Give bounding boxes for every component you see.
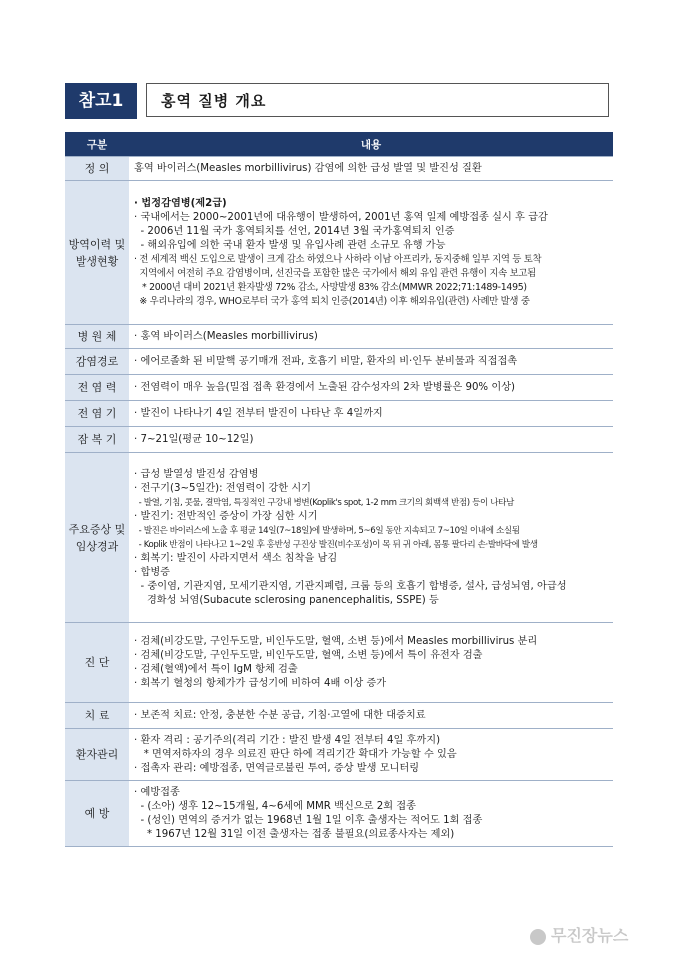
content-line: · 전 세계적 백신 도입으로 발생이 크게 감소 하였으나 사하라 이남 아프리카, 동지중해 일부 지역 등 토착 (134, 253, 542, 265)
row-label: 감염경로 (65, 349, 129, 375)
row-label: 병 원 체 (65, 325, 129, 349)
table-row (65, 453, 613, 623)
watermark-logo-icon (530, 929, 546, 945)
content-line: · 합병증 (134, 566, 170, 578)
content-line: - 해외유입에 의한 국내 환자 발생 및 유입사례 관련 소규모 유행 가능 (134, 239, 446, 251)
table-row (65, 729, 613, 781)
row-label: 정 의 (65, 157, 129, 181)
row-label: 주요증상 및 임상경과 (65, 453, 129, 623)
content-line: · 발진기: 전반적인 증상이 가장 심한 시기 (134, 510, 318, 522)
table-row (65, 427, 613, 453)
row-content (129, 623, 613, 703)
content-line: * 1967년 12월 31일 이전 출생자는 접종 불필요(의료종사자는 제외) (134, 828, 455, 840)
disease-overview-table (65, 132, 613, 847)
content-line: · 국내에서는 2000~2001년에 대유행이 발생하여, 2001년 홍역 일제 예방접종 실시 후 급감 (134, 211, 548, 223)
content-line: - (성인) 면역의 증거가 없는 1968년 1월 1일 이후 출생자는 적어도 1회 접종 (134, 814, 483, 826)
content-line: · 환자 격리 : 공기주의(격리 기간 : 발진 발생 4일 전부터 4일 후까지) (134, 734, 441, 746)
row-content (129, 181, 613, 325)
row-content (129, 427, 613, 453)
content-line: · 회복기: 발진이 사라지면서 색소 침착을 남김 (134, 552, 338, 564)
row-label: 전 염 력 (65, 375, 129, 401)
table-row (65, 349, 613, 375)
page-title: 홍역 질병 개요 (146, 83, 609, 117)
table-row (65, 623, 613, 703)
content-line: * 2000년 대비 2021년 환자발생 72% 감소, 사망발생 83% 감소(MMWR 2022;71:1489-1495) (134, 281, 527, 293)
column-header-content: 내용 (129, 132, 613, 157)
content-line: · 급성 발열성 발진성 감염병 (134, 468, 259, 480)
content-line: 지역에서 여전히 주요 감염병이며, 선진국을 포함한 많은 국가에서 해외 유입 관련 유행이 지속 보고됨 (134, 267, 536, 279)
content-line: · 검체(혈액)에서 특이 IgM 항체 검출 (134, 663, 298, 675)
watermark (530, 921, 670, 951)
content-line: · 전구기(3~5일간): 전염력이 강한 시기 (134, 482, 312, 494)
row-content (129, 349, 613, 375)
row-label: 전 염 기 (65, 401, 129, 427)
reference-badge: 참고1 (65, 83, 137, 119)
content-line: · 에어로졸화 된 비말핵 공기매개 전파, 호흡기 비말, 환자의 비·인두 분비물과 직접접촉 (134, 355, 518, 367)
content-line: ※ 우리나라의 경우, WHO로부터 국가 홍역 퇴치 인증(2014년) 이후 해외유입(관련) 사례만 발생 중 (134, 295, 530, 307)
table-row (65, 703, 613, 729)
table-row (65, 157, 613, 181)
row-label: 방역이력 및 발생현황 (65, 181, 129, 325)
content-line: · 예방접종 (134, 786, 180, 798)
table-header-row (65, 132, 613, 157)
row-content (129, 325, 613, 349)
content-line: · 7~21일(평균 10~12일) (134, 433, 254, 445)
row-content (129, 453, 613, 623)
section-header (65, 83, 611, 119)
content-line: - 중이염, 기관지염, 모세기관지염, 기관지폐렴, 크룹 등의 호흡기 합병증, 설사, 급성뇌염, 아급성 (134, 580, 567, 592)
row-content (129, 703, 613, 729)
content-line: · 회복기 혈청의 항체가가 급성기에 비하여 4배 이상 증가 (134, 677, 387, 689)
row-label: 예 방 (65, 781, 129, 847)
content-line: · 검체(비강도말, 구인두도말, 비인두도말, 혈액, 소변 등)에서 특이 유전자 검출 (134, 649, 483, 661)
column-header-category: 구분 (65, 132, 129, 157)
content-line: · 보존적 치료: 안정, 충분한 수분 공급, 기침·고열에 대한 대증치료 (134, 709, 426, 721)
content-line: 경화성 뇌염(Subacute sclerosing panencephalitis, SSPE) 등 (134, 594, 439, 606)
table-row (65, 375, 613, 401)
table-row (65, 325, 613, 349)
content-line: - (소아) 생후 12~15개월, 4~6세에 MMR 백신으로 2회 접종 (134, 800, 416, 812)
content-line: 홍역 바이러스(Measles morbillivirus) 감염에 의한 급성 발열 및 발진성 질환 (134, 162, 482, 174)
row-label: 환자관리 (65, 729, 129, 781)
row-content (129, 375, 613, 401)
row-label: 치 료 (65, 703, 129, 729)
watermark-text: 무진장뉴스 (551, 926, 629, 945)
content-line: · 접촉자 관리: 예방접종, 면역글로불린 투여, 증상 발생 모니터링 (134, 762, 420, 774)
content-line: · 발진이 나타나기 4일 전부터 발진이 나타난 후 4일까지 (134, 407, 383, 419)
content-line: - Koplik 반점이 나타나고 1~2일 후 홍반성 구진상 발진(비수포성)이 목 뒤 귀 아래, 몸통 팔다리 손·발바닥에 발생 (134, 539, 538, 550)
content-line: - 발진은 바이러스에 노출 후 평균 14일(7~18일)에 발생하며, 5~6일 동안 지속되고 7~10일 이내에 소실됨 (134, 525, 520, 536)
table-row (65, 181, 613, 325)
row-content (129, 401, 613, 427)
content-line: · 검체(비강도말, 구인두도말, 비인두도말, 혈액, 소변 등)에서 Measles morbillivirus 분리 (134, 635, 538, 647)
table-row (65, 781, 613, 847)
content-line: · 법정감염병(제2급) (134, 197, 227, 209)
content-line: · 전염력이 매우 높음(밀접 접촉 환경에서 노출된 감수성자의 2차 발병률은 90% 이상) (134, 381, 516, 393)
content-line: * 면역저하자의 경우 의료진 판단 하에 격리기간 확대가 가능할 수 있음 (134, 748, 457, 760)
row-label: 잠 복 기 (65, 427, 129, 453)
content-line: · 홍역 바이러스(Measles morbillivirus) (134, 330, 318, 342)
content-line: - 2006년 11월 국가 홍역퇴치를 선언, 2014년 3월 국가홍역퇴치 인증 (134, 225, 455, 237)
row-label: 진 단 (65, 623, 129, 703)
row-content (129, 157, 613, 181)
row-content (129, 729, 613, 781)
row-content (129, 781, 613, 847)
table-row (65, 401, 613, 427)
content-line: - 발열, 기침, 콧물, 결막염, 특징적인 구강내 병변(Koplik's spot, 1-2 mm 크기의 회백색 반점) 등이 나타남 (134, 497, 514, 508)
